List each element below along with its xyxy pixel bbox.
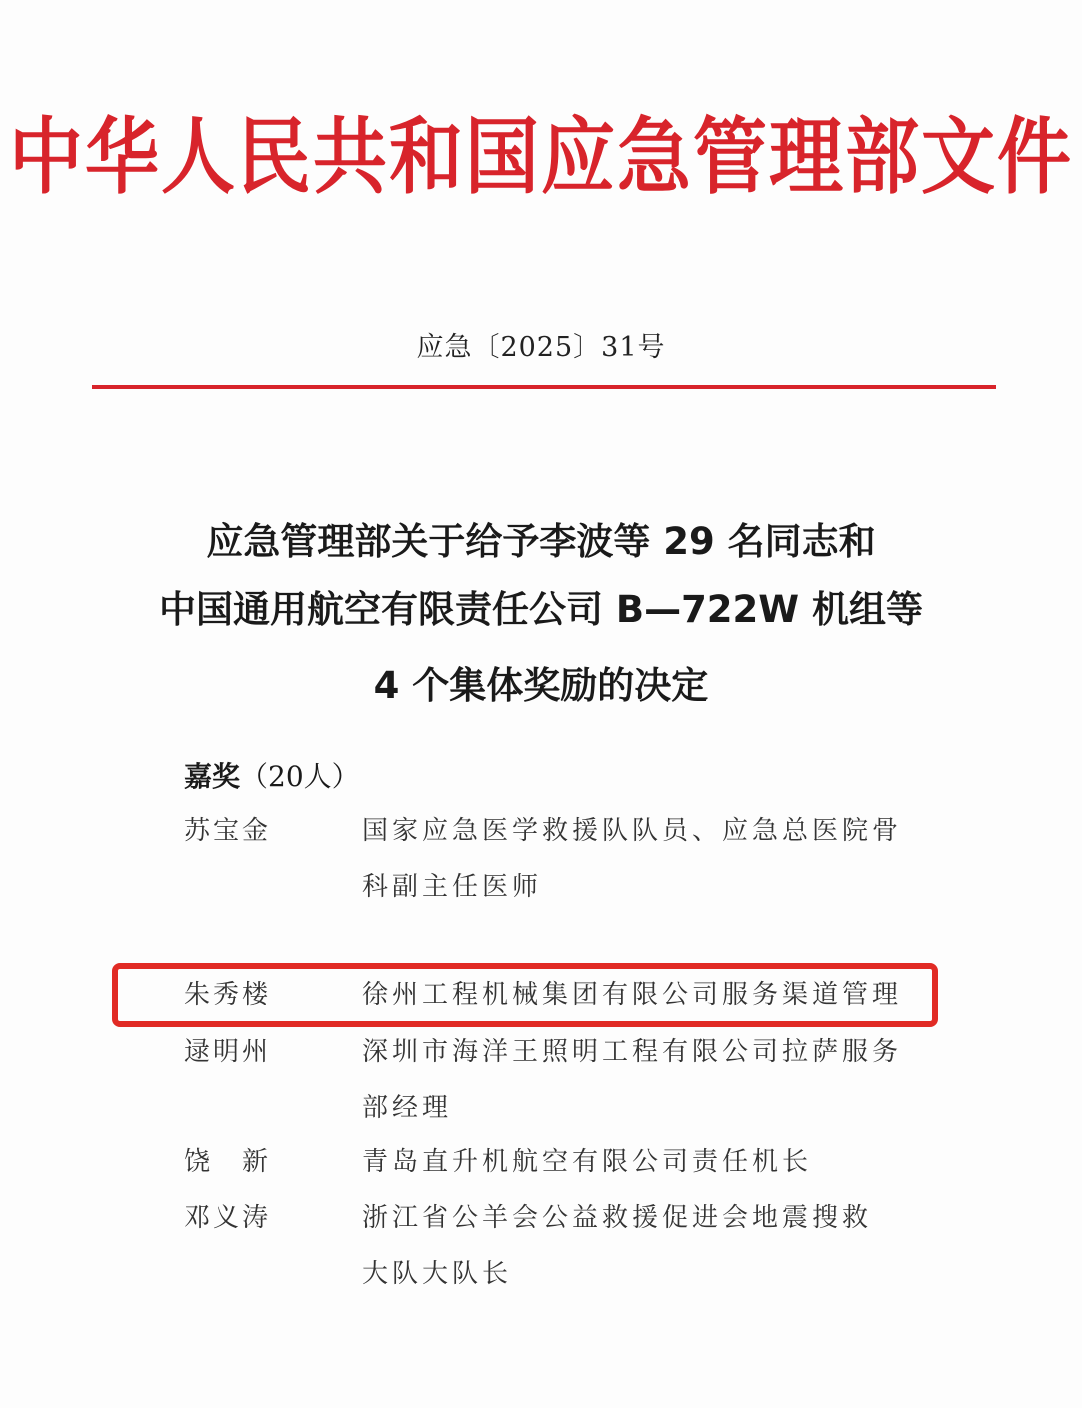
award-heading-count: （20人） xyxy=(240,760,360,793)
document-header-title: 中华人民共和国应急管理部文件 xyxy=(9,109,1073,206)
awardee-description-line: 浙江省公羊会公益救援促进会地震搜救 xyxy=(362,1203,873,1233)
decision-title-line-2: 中国通用航空有限责任公司 B—722W 机组等 xyxy=(158,588,923,631)
awardee-description-line-highlighted: 徐州工程机械集团有限公司服务渠道管理 xyxy=(362,980,903,1010)
red-divider-line xyxy=(92,385,996,389)
decision-title-line-3: 4 个集体奖励的决定 xyxy=(373,664,709,707)
award-section-heading xyxy=(184,757,360,797)
awardee-description-line: 深圳市海洋王照明工程有限公司拉萨服务 xyxy=(362,1037,903,1067)
awardee-name: 饶新 xyxy=(184,1147,301,1177)
awardee-name: 邓义涛 xyxy=(184,1203,272,1233)
award-heading-label: 嘉奖 xyxy=(184,760,241,793)
awardee-description-line: 部经理 xyxy=(362,1093,453,1123)
highlight-box xyxy=(112,963,938,1027)
awardee-description-line: 大队大队长 xyxy=(362,1259,513,1289)
awardee-description-line: 青岛直升机航空有限公司责任机长 xyxy=(362,1147,813,1177)
awardee-name: 苏宝金 xyxy=(184,816,272,846)
awardee-description-line: 科副主任医师 xyxy=(362,872,543,902)
awardee-name-highlighted: 朱秀楼 xyxy=(184,980,272,1010)
awardee-name: 逯明州 xyxy=(184,1037,272,1067)
awardee-description-line: 国家应急医学救援队队员、应急总医院骨 xyxy=(362,816,903,846)
decision-title-line-1: 应急管理部关于给予李波等 29 名同志和 xyxy=(206,520,876,563)
document-number: 应急〔2025〕31号 xyxy=(416,332,666,363)
